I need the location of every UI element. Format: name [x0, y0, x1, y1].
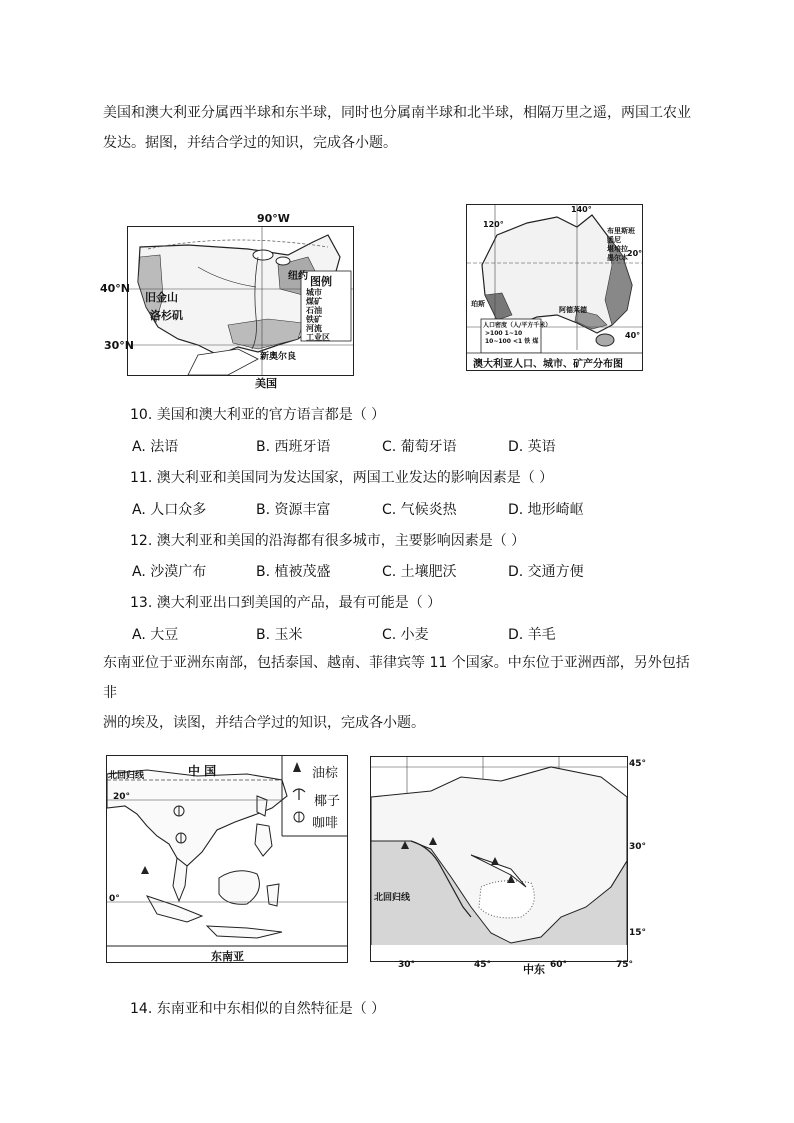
usa-legend-item: 石油 [306, 306, 322, 315]
usa-legend-item: 河流 [306, 324, 322, 333]
option-a[interactable]: A. 法语 [132, 439, 179, 455]
aus-lat-20: 20° [627, 249, 643, 258]
option-c[interactable]: C. 小麦 [382, 627, 429, 643]
australia-map [466, 204, 643, 371]
me-lon-45: 45° [474, 960, 492, 970]
aus-lon-140-top: 140° [571, 205, 592, 214]
aus-city-adelaide: 阿德莱德 [559, 306, 587, 314]
aus-legend-item: 煤 [532, 338, 539, 345]
sea-map-caption: 东南亚 [211, 950, 244, 963]
question-11: 11. 澳大利亚和美国同为发达国家，两国工业发达的影响因素是（ ） [130, 470, 554, 486]
option-d[interactable]: D. 地形崎岖 [508, 502, 584, 518]
city-new-york: 纽约 [288, 271, 308, 282]
usa-map-caption: 美国 [255, 377, 277, 390]
aus-legend-item: 1~10 [504, 330, 523, 337]
me-lat-45: 45° [629, 759, 647, 769]
me-map-drawing [371, 757, 627, 961]
city-los-angeles: 洛杉矶 [150, 309, 183, 322]
me-tropic-label: 北回归线 [374, 893, 411, 903]
question-10: 10. 美国和澳大利亚的官方语言都是（ ） [130, 407, 386, 423]
option-b[interactable]: B. 植被茂盛 [256, 564, 331, 580]
usa-legend-item: 工业区 [306, 333, 330, 342]
option-b[interactable]: B. 资源丰富 [256, 502, 331, 518]
intro-line: 东南亚位于亚洲东南部，包括泰国、越南、菲律宾等 11 个国家。中东位于亚洲西部，另外包括非 [103, 655, 690, 701]
legend-coconut: 椰子 [314, 794, 341, 809]
option-c[interactable]: C. 气候炎热 [382, 502, 457, 518]
usa-legend-title: 图例 [310, 275, 332, 288]
sea-map-drawing [107, 756, 347, 962]
option-a[interactable]: A. 沙漠广布 [132, 564, 207, 580]
aus-city: 布里斯班 [607, 227, 635, 235]
me-lat-15: 15° [629, 928, 647, 938]
aus-legend-item: 10~100 [485, 338, 511, 345]
intro-paragraph-2 [103, 648, 703, 738]
question-12: 12. 澳大利亚和美国的沿海都有很多城市，主要影响因素是（ ） [130, 533, 526, 549]
usa-lon-90w: 90°W [257, 212, 290, 225]
usa-legend-item: 铁矿 [306, 315, 322, 324]
city-san-francisco: 旧金山 [145, 291, 178, 304]
option-b[interactable]: B. 西班牙语 [256, 439, 331, 455]
usa-lat-40n: 40°N [100, 282, 131, 295]
usa-map [127, 226, 354, 376]
usa-legend-item: 煤矿 [306, 297, 322, 306]
legend-oil-palm: 油棕 [312, 766, 339, 781]
option-b[interactable]: B. 玉米 [256, 627, 303, 643]
aus-legend-item: 铁 [524, 338, 531, 345]
me-lat-30: 30° [629, 842, 647, 852]
aus-lat-40: 40° [625, 331, 641, 340]
option-a[interactable]: A. 大豆 [132, 627, 179, 643]
sea-country-china: 中 国 [188, 764, 217, 778]
usa-legend-list [306, 288, 330, 342]
sea-lat-20: 20° [113, 792, 131, 802]
me-lon-75: 75° [616, 960, 634, 970]
option-c[interactable]: C. 土壤肥沃 [382, 564, 457, 580]
aus-city: 悉尼 [607, 236, 621, 244]
sea-lat-0: 0° [109, 894, 120, 904]
intro-line: 发达。据图，并结合学过的知识，完成各小题。 [103, 135, 397, 151]
me-lon-30: 30° [398, 960, 416, 970]
option-c[interactable]: C. 葡萄牙语 [382, 439, 457, 455]
aus-lon-120: 120° [483, 220, 504, 229]
aus-legend-item: <1 [513, 338, 523, 345]
southeast-asia-map [106, 755, 348, 963]
usa-lat-30n: 30°N [104, 339, 135, 352]
aus-legend-item: >100 [485, 330, 503, 337]
intro-line: 洲的埃及，读图，并结合学过的知识，完成各小题。 [103, 715, 425, 731]
aus-legend-title: 人口密度（人/平方千米） [483, 322, 552, 329]
option-d[interactable]: D. 英语 [508, 439, 556, 455]
option-d[interactable]: D. 羊毛 [508, 627, 556, 643]
sea-tropic-label: 北回归线 [108, 771, 145, 781]
legend-coffee: 咖啡 [312, 816, 339, 831]
aus-city: 堪培拉 [607, 245, 628, 253]
option-d[interactable]: D. 交通方便 [508, 564, 584, 580]
option-a[interactable]: A. 人口众多 [132, 502, 207, 518]
aus-legend-list [485, 330, 541, 346]
question-14: 14. 东南亚和中东相似的自然特征是（ ） [130, 1001, 386, 1017]
city-new-orleans: 新奥尔良 [260, 352, 297, 362]
intro-paragraph-1 [103, 98, 703, 158]
aus-city: 墨尔本 [607, 254, 628, 262]
me-lon-60: 60° [550, 960, 568, 970]
question-13: 13. 澳大利亚出口到美国的产品，最有可能是（ ） [130, 595, 442, 611]
aus-map-caption: 澳大利亚人口、城市、矿产分布图 [473, 359, 623, 370]
aus-city-list [607, 227, 635, 263]
usa-legend-item: 城市 [306, 288, 322, 297]
me-map-caption: 中东 [523, 963, 545, 976]
intro-line: 美国和澳大利亚分属西半球和东半球，同时也分属南半球和北半球，相隔万里之遥，两国工农业 [103, 105, 691, 121]
aus-city-perth: 珀斯 [471, 300, 485, 308]
